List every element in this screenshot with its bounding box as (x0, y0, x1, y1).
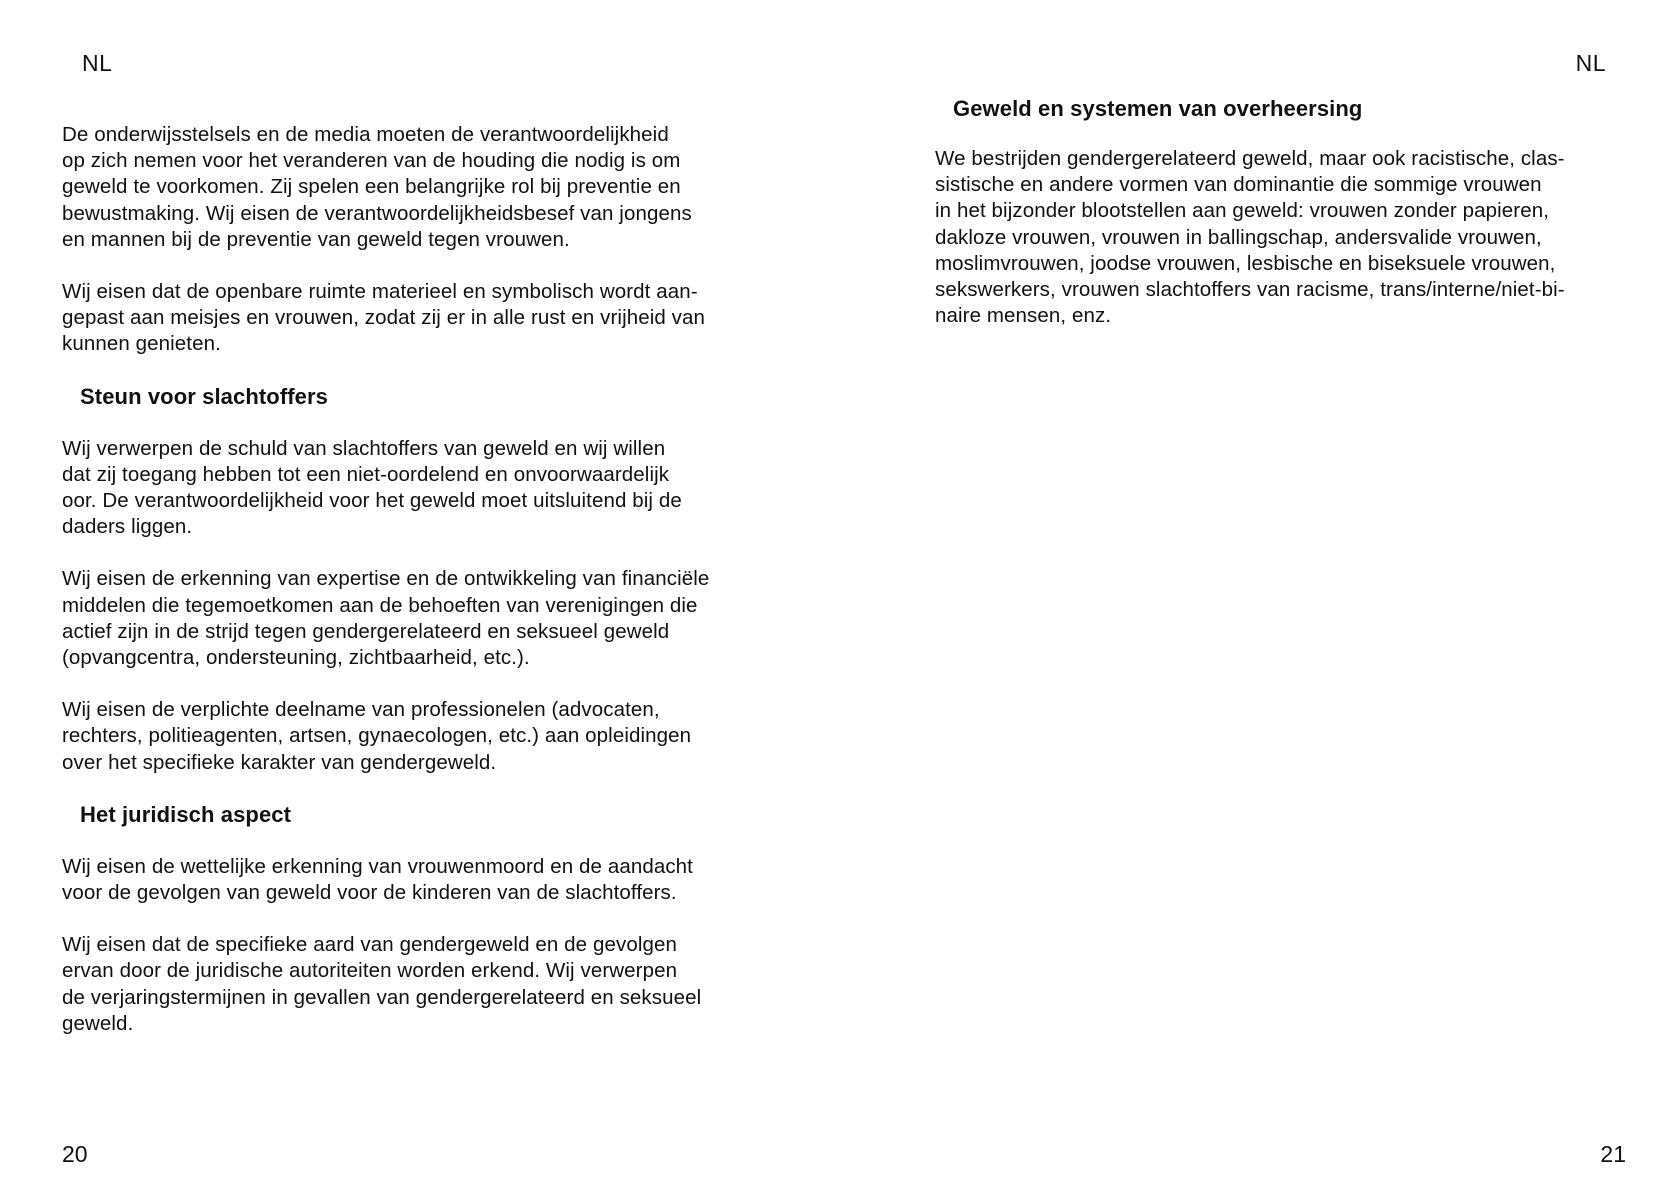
paragraph: Wij eisen de erkenning van expertise en de ontwikkeling van financiële middelen die tegemoetkomen aan de behoeften van verenigingen die actief zijn in de strijd tegen gendergerelateerd en seksueel geweld (opvangcentra, ondersteuning, zichtbaarheid, etc.). (62, 567, 710, 670)
paragraph: Wij eisen de verplichte deelname van professionelen (advocaten, rechters, politieagenten, artsen, gynaecologen, etc.) aan opleidingen over het specifieke karakter van gendergeweld. (62, 698, 692, 774)
right-text-column (935, 96, 1635, 355)
paragraph: De onderwijsstelsels en de media moeten de verantwoordelijkheid op zich nemen voor het veranderen van de houding die nodig is om geweld te voorkomen. Zij spelen een belangrijke rol bij preventie en bewustmaking. Wij eisen de verantwoordelijkheidsbesef van jongens en mannen bij de preventie van geweld tegen vrouwen. (62, 123, 692, 251)
page-number: 21 (1600, 1141, 1626, 1167)
left-text-column (62, 122, 762, 1063)
section-heading: Geweld en systemen van overheersing (953, 96, 1363, 121)
section-heading: Het juridisch aspect (80, 801, 292, 827)
paragraph: Wij eisen dat de openbare ruimte materieel en symbolisch wordt aan- gepast aan meisjes en vrouwen, zodat zij er in alle rust en vrijheid van kunnen genieten. (62, 280, 706, 356)
language-label: NL (1575, 50, 1606, 76)
section-heading: Steun voor slachtoffers (80, 383, 329, 409)
paragraph: We bestrijden gendergerelateerd geweld, maar ook racistische, clas- sistische en andere vormen van dominantie die sommige vrouwen in het bijzonder blootstellen aan geweld: vrouwen zonder papieren, dakloze vrouwen, vrouwen in ballingschap, andersvalide vrouwen, moslimvrouwen, joodse vrouwen, lesbische en biseksuele vrouwen, sekswerkers, vrouwen slachtoffers van racisme, trans/interne/niet-bi- naire mensen, enz. (935, 147, 1565, 328)
paragraph: Wij verwerpen de schuld van slachtoffers van geweld en wij willen dat zij toegang hebben tot een niet-oordelend en onvoorwaardelijk oor. De verantwoordelijkheid voor het geweld moet uitsluitend bij de daders liggen. (62, 436, 682, 539)
page-number: 20 (62, 1141, 88, 1167)
paragraph: Wij eisen de wettelijke erkenning van vrouwenmoord en de aandacht voor de gevolgen van geweld voor de kinderen van de slachtoffers. (62, 854, 693, 905)
right-page (839, 0, 1678, 1191)
language-label: NL (82, 50, 113, 76)
paragraph: Wij eisen dat de specifieke aard van gendergeweld en de gevolgen ervan door de juridische autoriteiten worden erkend. Wij verwerpen de verjaringstermijnen in gevallen van gendergerelateerd en seksueel geweld. (62, 933, 702, 1035)
